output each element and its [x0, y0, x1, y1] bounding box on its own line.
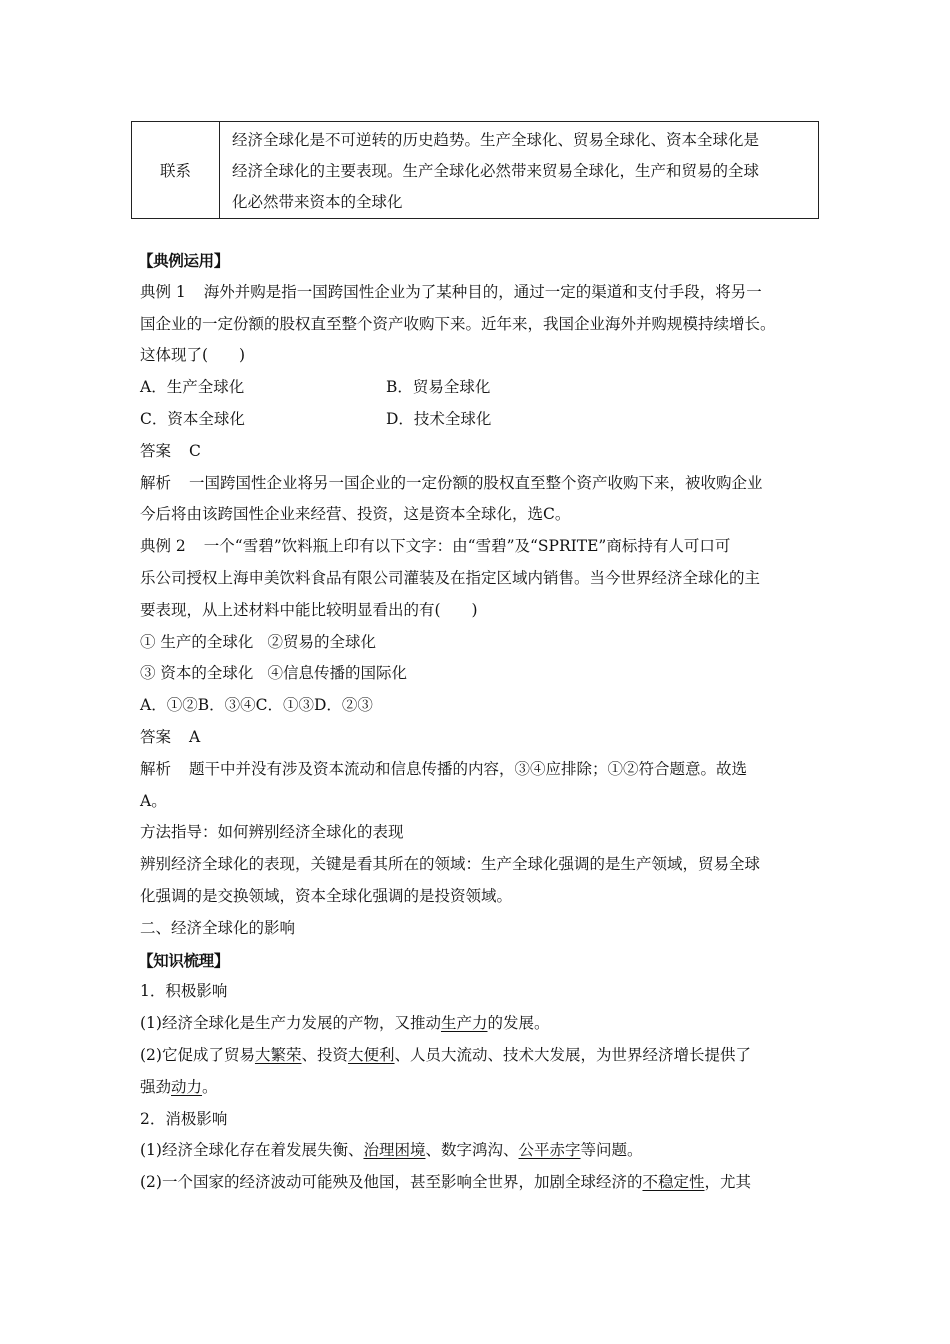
example1-line: 国企业的一定份额的股权直至整个资产收购下来。近年来，我国企业海外并购规模持续增长。	[140, 314, 776, 333]
item-3: ③ 资本的全球化	[140, 664, 254, 683]
option-c: C．资本全球化	[140, 409, 245, 428]
example2-answer	[140, 722, 822, 754]
analysis-label: 解析	[140, 473, 172, 492]
example2-line: 要表现，从上述材料中能比较明显看出的有( )	[140, 600, 478, 619]
negative-point-1	[140, 1135, 822, 1167]
underlined-term: 动力	[171, 1077, 203, 1096]
text-run: ，尤其	[704, 1173, 751, 1192]
table-line: 经济全球化的主要表现。生产全球化必然带来贸易全球化，生产和贸易的全球	[232, 161, 760, 180]
item-4: ④信息传播的国际化	[267, 664, 407, 683]
underlined-term: 公平赤字	[518, 1141, 581, 1160]
method-line: 辨别经济全球化的表现，关键是看其所在的领域：生产全球化强调的是生产领域，贸易全球	[140, 855, 761, 874]
example2-items-row	[140, 658, 822, 690]
text-run: 等问题。	[580, 1141, 643, 1160]
positive-point-2-cont	[140, 1072, 822, 1104]
subsection-title: 2．消极影响	[140, 1109, 228, 1128]
item-2: ②贸易的全球化	[267, 632, 376, 651]
example1-line	[140, 277, 822, 309]
example1-text: 海外并购是指一国跨国性企业为了某种目的，通过一定的渠道和支付手段，将另一	[203, 282, 762, 301]
analysis-text: 一国跨国性企业将另一国企业的一定份额的股权直至整个资产收购下来，被收购企业	[189, 473, 763, 492]
example2-line	[140, 531, 822, 563]
example1-options-row	[140, 372, 822, 404]
text-run: 强劲	[140, 1077, 172, 1096]
text-run: (2)它促成了贸易	[140, 1045, 255, 1064]
answer-label: 答案	[140, 727, 172, 746]
text-run: 、人员大流动、技术大发展，为世界经济增长提供了	[394, 1045, 752, 1064]
negative-point-2	[140, 1167, 822, 1199]
method-title: 方法指导：如何辨别经济全球化的表现	[140, 823, 404, 842]
example1-line: 这体现了( )	[140, 346, 246, 365]
table-content-cell	[220, 122, 819, 219]
text-run: 。	[202, 1077, 218, 1096]
answer-value: A	[189, 727, 201, 746]
underlined-term: 大繁荣	[254, 1045, 302, 1064]
underlined-term: 治理困境	[363, 1141, 426, 1160]
analysis-label: 解析	[140, 759, 172, 778]
text-run: (2)一个国家的经济波动可能殃及他国，甚至影响全世界，加剧全球经济的	[140, 1173, 643, 1192]
example2-analysis-line: A。	[140, 791, 167, 810]
example1-answer	[140, 436, 822, 468]
underlined-term: 生产力	[440, 1014, 488, 1033]
relationship-table	[131, 121, 819, 219]
table-label-cell: 联系	[132, 122, 220, 219]
underlined-term: 不稳定性	[642, 1173, 705, 1192]
content	[140, 245, 822, 1199]
option-b: B．贸易全球化	[386, 378, 491, 397]
table-line: 化必然带来资本的全球化	[232, 192, 403, 211]
example2-line: 乐公司授权上海申美饮料食品有限公司灌装及在指定区域内销售。当今世界经济全球化的主	[140, 568, 761, 587]
example2-analysis	[140, 754, 822, 786]
example2-items-row	[140, 627, 822, 659]
text-run: (1)经济全球化是生产力发展的产物，又推动	[140, 1014, 441, 1033]
answer-value: C	[189, 441, 201, 460]
text-run: 的发展。	[487, 1014, 550, 1033]
item-1: ① 生产的全球化	[140, 632, 254, 651]
example2-label: 典例 2	[140, 537, 186, 556]
table-line: 经济全球化是不可逆转的历史趋势。生产全球化、贸易全球化、资本全球化是	[232, 130, 760, 149]
example1-options-row	[140, 404, 822, 436]
method-line: 化强调的是交换领域，资本全球化强调的是投资领域。	[140, 886, 513, 905]
text-run: 、投资	[301, 1045, 348, 1064]
subsection-title: 1．积极影响	[140, 982, 228, 1001]
section-heading: 【典例运用】	[138, 251, 230, 270]
section-heading: 【知识梳理】	[138, 950, 230, 970]
example2-text: 一个“雪碧”饮料瓶上印有以下文字：由“雪碧”及“SPRITE”商标持有人可口可	[203, 537, 731, 556]
example1-label: 典例 1	[140, 282, 186, 301]
text-run: (1)经济全球化存在着发展失衡、	[140, 1141, 364, 1160]
answer-label: 答案	[140, 441, 172, 460]
positive-point-2	[140, 1040, 822, 1072]
example1-analysis-line: 今后将由该跨国性企业来经营、投资，这是资本全球化，选C。	[140, 505, 571, 524]
text-run: 、数字鸿沟、	[425, 1141, 519, 1160]
option-d: D．技术全球化	[386, 409, 492, 428]
analysis-text: 题干中并没有涉及资本流动和信息传播的内容，③④应排除；①②符合题意。故选	[189, 759, 748, 778]
underlined-term: 大便利	[348, 1045, 395, 1064]
option-a: A．生产全球化	[140, 378, 245, 397]
section-title: 二、经济全球化的影响	[140, 918, 296, 937]
positive-point-1	[140, 1008, 822, 1040]
example1-analysis	[140, 468, 822, 500]
example2-options: A．①②B．③④C．①③D．②③	[140, 696, 373, 715]
